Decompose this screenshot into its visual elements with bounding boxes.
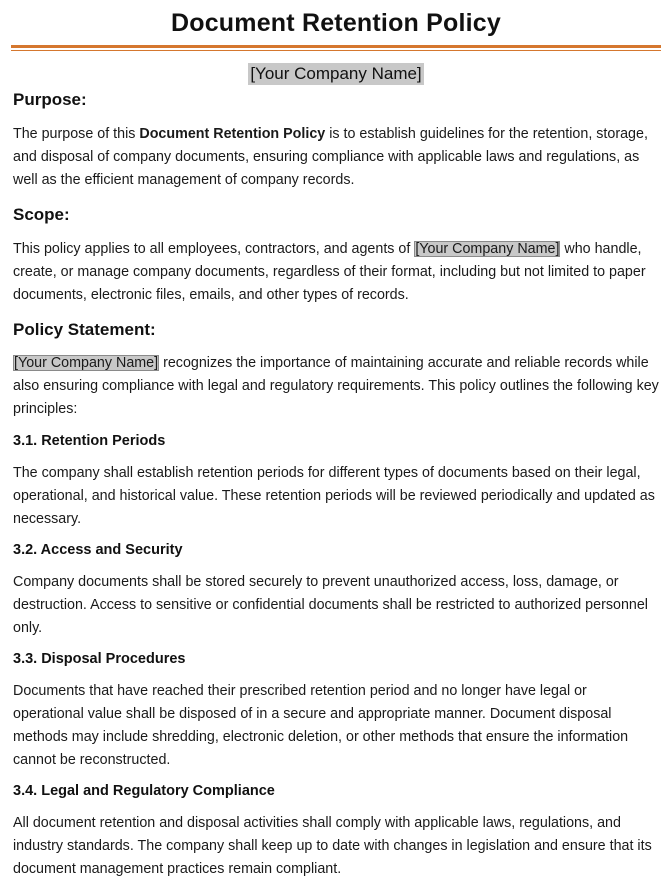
retention-periods-heading: 3.1. Retention Periods — [13, 433, 166, 449]
retention-periods-paragraph: The company shall establish retention periods for different types of documents based on their legal, operational, and historical value. These retention periods will be reviewed periodically and updated as necessary. — [13, 465, 655, 527]
policy-company-placeholder[interactable]: [Your Company Name] — [14, 355, 159, 371]
scope-text-before: This policy applies to all employees, contractors, and agents of — [13, 241, 415, 257]
scope-text-after: who handle, create, or manage company documents, regardless of their format, including but not limited to paper documents, electronic files, emails, and other types of records. — [13, 241, 646, 303]
legal-compliance-heading: 3.4. Legal and Regulatory Compliance — [13, 783, 275, 799]
disposal-procedures-heading: 3.3. Disposal Procedures — [13, 651, 186, 667]
policy-statement-text: recognizes the importance of maintaining accurate and reliable records while also ensuring compliance with legal and regulatory requirements. This policy outlines the following key principles: — [13, 355, 659, 417]
policy-statement-paragraph — [13, 352, 659, 421]
disposal-procedures-paragraph: Documents that have reached their prescribed retention period and no longer have legal or operational value shall be disposed of in a secure and appropriate manner. Document disposal methods may include shredding, electronic deletion, or other methods that ensure the information cannot be reconstructed. — [13, 683, 629, 768]
scope-paragraph — [13, 238, 659, 307]
purpose-text-after: is to establish guidelines for the retention, storage, and disposal of company documents, ensuring compliance with applicable laws and regulations, as well as the efficient management of company records. — [13, 126, 648, 188]
purpose-policy-name: Document Retention Policy — [139, 126, 326, 142]
company-name-row — [13, 63, 659, 87]
legal-compliance-paragraph: All document retention and disposal activities shall comply with applicable laws, regulations, and industry standards. The company shall keep up to date with changes in legislation and ensure that its document management practices remain compliant. — [13, 815, 652, 877]
divider-thick-line — [11, 45, 661, 48]
document-title: Document Retention Policy — [170, 9, 502, 37]
purpose-paragraph — [13, 123, 659, 192]
divider-thin-line — [11, 50, 661, 51]
scope-heading: Scope: — [13, 205, 70, 224]
access-security-heading: 3.2. Access and Security — [13, 542, 183, 558]
access-security-paragraph: Company documents shall be stored securely to prevent unauthorized access, loss, damage, or destruction. Access to sensitive or confidential documents shall be restricted to authorized personnel only. — [13, 574, 648, 636]
purpose-heading: Purpose: — [13, 90, 87, 109]
scope-company-placeholder[interactable]: [Your Company Name] — [415, 241, 560, 257]
purpose-text-before: The purpose of this — [13, 126, 140, 142]
company-name-placeholder[interactable]: [Your Company Name] — [250, 64, 422, 83]
policy-statement-heading: Policy Statement: — [13, 320, 156, 339]
title-divider — [11, 45, 661, 52]
